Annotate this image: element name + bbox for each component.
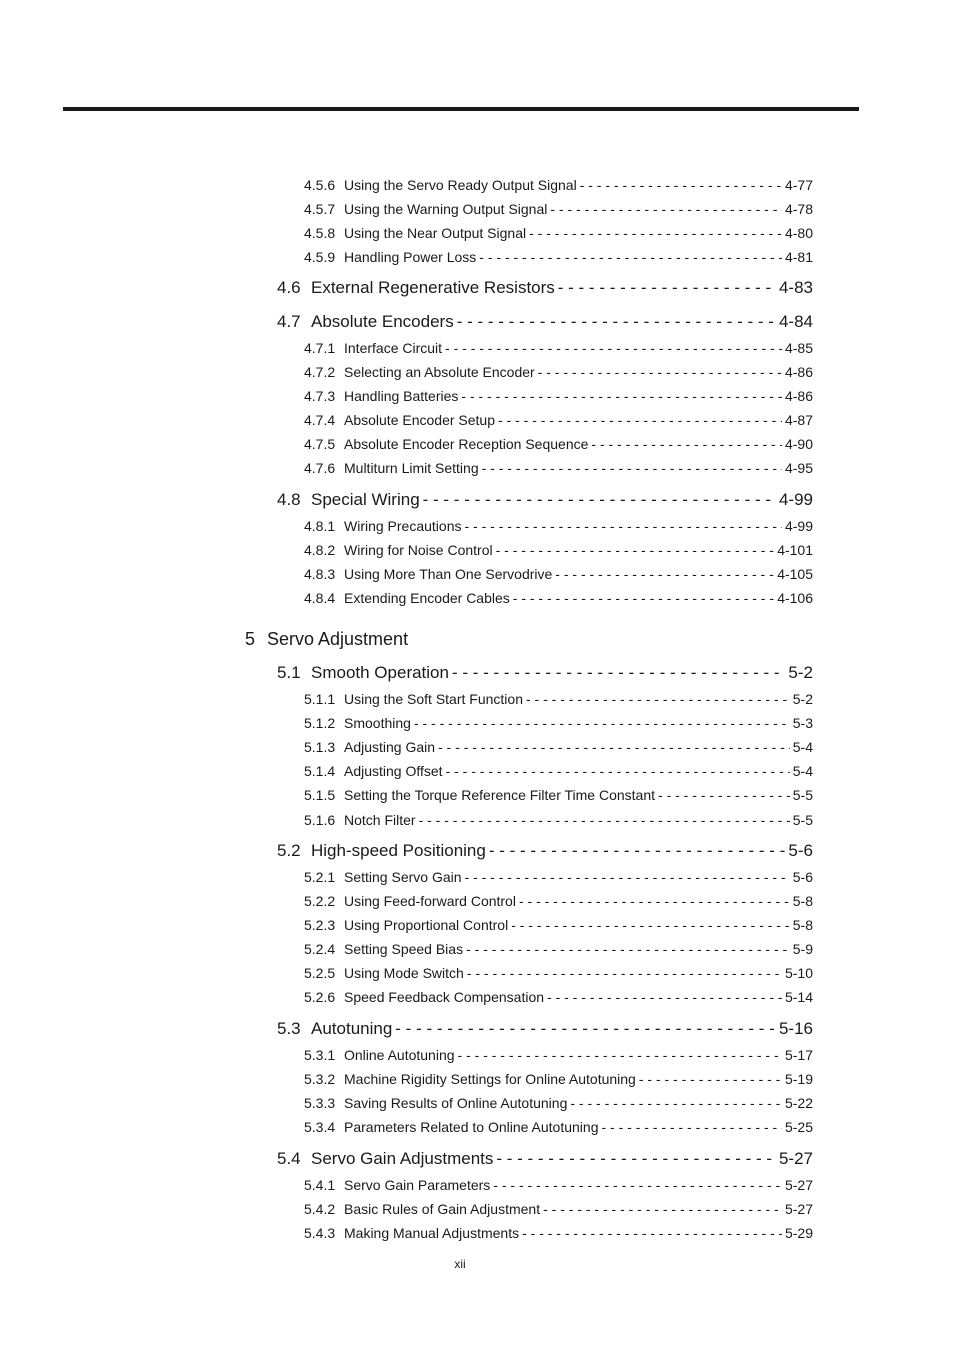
toc-leader-dots — [493, 1177, 782, 1193]
toc-subsection[interactable] — [304, 340, 813, 356]
toc-title: Absolute Encoder Setup — [344, 412, 495, 428]
toc-number: 4.8.4 — [304, 590, 336, 606]
toc-leader-dots — [550, 201, 782, 217]
toc-leader-dots — [419, 812, 790, 828]
toc-number: 5.3.3 — [304, 1095, 336, 1111]
toc-number: 5.2.1 — [304, 869, 336, 885]
toc-leader-dots — [529, 225, 782, 241]
toc-title: Setting Servo Gain — [344, 869, 462, 885]
toc-page: 5-6 — [792, 869, 813, 885]
toc-page: 5-19 — [784, 1071, 813, 1087]
toc-subsection[interactable] — [304, 518, 813, 534]
toc-page: 5-5 — [792, 812, 813, 828]
toc-page: 4-101 — [777, 542, 813, 558]
toc-section[interactable] — [277, 1149, 813, 1169]
toc-page: 5-16 — [778, 1019, 813, 1038]
toc-subsection[interactable] — [304, 965, 813, 981]
toc-leader-dots — [511, 917, 790, 933]
toc-leader-dots — [458, 1047, 782, 1063]
toc-title: Smoothing — [344, 715, 411, 731]
toc-number: 5.4.2 — [304, 1201, 336, 1217]
toc-leader-dots — [526, 691, 790, 707]
toc-number: 4.6 — [277, 278, 301, 297]
toc-subsection[interactable] — [304, 1201, 813, 1217]
toc-title: Selecting an Absolute Encoder — [344, 364, 535, 380]
toc-subsection[interactable] — [304, 715, 813, 731]
toc-title: Servo Gain Parameters — [344, 1177, 491, 1193]
toc-page: 4-95 — [784, 460, 813, 476]
toc-number: 5.3.1 — [304, 1047, 336, 1063]
toc-number: 4.7.5 — [304, 436, 336, 452]
toc-leader-dots — [482, 460, 782, 476]
toc-title: Wiring Precautions — [344, 518, 462, 534]
toc-page: 5-8 — [792, 917, 813, 933]
toc-leader-dots — [602, 1119, 782, 1135]
toc-number: 4.7.1 — [304, 340, 336, 356]
toc-leader-dots — [658, 787, 790, 803]
toc-page: 5-8 — [792, 893, 813, 909]
toc-number: 5.3.2 — [304, 1071, 336, 1087]
toc-leader-dots — [423, 490, 776, 510]
toc-subsection[interactable] — [304, 941, 813, 957]
toc-leader-dots — [438, 739, 790, 755]
toc-page: 4-77 — [784, 177, 813, 193]
toc-leader-dots — [466, 941, 790, 957]
toc-leader-dots — [489, 841, 786, 861]
toc-subsection[interactable] — [304, 691, 813, 707]
toc-leader-dots — [467, 965, 782, 981]
toc-leader-dots — [457, 312, 776, 332]
toc-chapter[interactable] — [245, 629, 645, 650]
toc-page: 5-27 — [784, 1177, 813, 1193]
toc-section[interactable] — [277, 278, 813, 298]
toc-number: 5.2.2 — [304, 893, 336, 909]
toc-number: 5.2.6 — [304, 989, 336, 1005]
toc-leader-dots — [591, 436, 782, 452]
toc-subsection[interactable] — [304, 566, 813, 582]
toc-page: 4-105 — [777, 566, 813, 582]
toc-title: Using Proportional Control — [344, 917, 509, 933]
toc-subsection[interactable] — [304, 1225, 813, 1241]
toc-title: Autotuning — [311, 1019, 393, 1038]
toc-title: Saving Results of Online Autotuning — [344, 1095, 568, 1111]
toc-page: 5-17 — [784, 1047, 813, 1063]
toc-subsection[interactable] — [304, 1177, 813, 1193]
toc-page: 5-4 — [792, 739, 813, 755]
toc-title: Absolute Encoders — [311, 312, 454, 331]
toc-title: Speed Feedback Compensation — [344, 989, 545, 1005]
toc-page: 4-99 — [778, 490, 813, 509]
toc-title: Handling Batteries — [344, 388, 459, 404]
toc-number: 4.8.3 — [304, 566, 336, 582]
toc-subsection[interactable] — [304, 812, 813, 828]
toc-subsection[interactable] — [304, 763, 813, 779]
toc-subsection[interactable] — [304, 201, 813, 217]
toc-leader-dots — [547, 989, 782, 1005]
toc-title: Absolute Encoder Reception Sequence — [344, 436, 589, 452]
toc-leader-dots — [445, 340, 782, 356]
toc-leader-dots — [522, 1225, 782, 1241]
toc-leader-dots — [498, 412, 782, 428]
toc-leader-dots — [555, 566, 774, 582]
toc-title: Using the Near Output Signal — [344, 225, 527, 241]
toc-title: Notch Filter — [344, 812, 416, 828]
toc-title: Adjusting Offset — [344, 763, 443, 779]
toc-page: 5-6 — [788, 841, 813, 860]
toc-subsection[interactable] — [304, 460, 813, 476]
toc-number: 4.7.4 — [304, 412, 336, 428]
toc-number: 5.4 — [277, 1149, 301, 1168]
toc-section[interactable] — [277, 663, 813, 683]
toc-number: 5.1.6 — [304, 812, 336, 828]
toc-subsection[interactable] — [304, 893, 813, 909]
toc-title: Using the Servo Ready Output Signal — [344, 177, 577, 193]
toc-number: 5.1.4 — [304, 763, 336, 779]
toc-title: Servo Adjustment — [267, 629, 409, 649]
toc-title: Using Mode Switch — [344, 965, 464, 981]
toc-title: Parameters Related to Online Autotuning — [344, 1119, 599, 1135]
toc-number: 5.4.1 — [304, 1177, 336, 1193]
toc-leader-dots — [465, 518, 782, 534]
toc-leader-dots — [446, 763, 790, 779]
toc-title: Servo Gain Adjustments — [311, 1149, 494, 1168]
toc-subsection[interactable] — [304, 917, 813, 933]
toc-page: 4-87 — [784, 412, 813, 428]
toc-page: 5-9 — [792, 941, 813, 957]
toc-title: Using the Warning Output Signal — [344, 201, 548, 217]
toc-title: Special Wiring — [311, 490, 420, 509]
toc-number: 5.1.5 — [304, 787, 336, 803]
toc-subsection[interactable] — [304, 590, 813, 606]
toc-number: 5.2.5 — [304, 965, 336, 981]
toc-subsection[interactable] — [304, 1047, 813, 1063]
toc-leader-dots — [479, 249, 782, 265]
toc-number: 5.4.3 — [304, 1225, 336, 1241]
toc-subsection[interactable] — [304, 364, 813, 380]
toc-number: 4.5.6 — [304, 177, 336, 193]
toc-leader-dots — [513, 590, 774, 606]
toc-title: Extending Encoder Cables — [344, 590, 510, 606]
toc-page: 4-106 — [777, 590, 813, 606]
toc-number: 5.2.3 — [304, 917, 336, 933]
toc-leader-dots — [519, 893, 790, 909]
toc-title: Making Manual Adjustments — [344, 1225, 520, 1241]
toc-title: Machine Rigidity Settings for Online Autotuning — [344, 1071, 636, 1087]
toc-subsection[interactable] — [304, 249, 813, 265]
toc-subsection[interactable] — [304, 1119, 813, 1135]
toc-subsection[interactable] — [304, 1071, 813, 1087]
toc-page: 4-90 — [784, 436, 813, 452]
toc-page: 5-4 — [792, 763, 813, 779]
toc-title: Multiturn Limit Setting — [344, 460, 479, 476]
toc-page: 5-10 — [784, 965, 813, 981]
toc-title: Online Autotuning — [344, 1047, 455, 1063]
toc-page: 5-2 — [792, 691, 813, 707]
toc-number: 5.1.3 — [304, 739, 336, 755]
page-number: xii — [454, 1257, 466, 1271]
toc-page: 5-14 — [784, 989, 813, 1005]
toc-leader-dots — [570, 1095, 782, 1111]
toc-leader-dots — [538, 364, 782, 380]
toc-section[interactable] — [277, 490, 813, 510]
toc-title: Interface Circuit — [344, 340, 443, 356]
toc-number: 4.7 — [277, 312, 301, 331]
toc-title: High-speed Positioning — [311, 841, 486, 860]
toc-subsection[interactable] — [304, 739, 813, 755]
toc-number: 5.3.4 — [304, 1119, 336, 1135]
toc-page: 4-81 — [784, 249, 813, 265]
toc-leader-dots — [580, 177, 782, 193]
toc-title: External Regenerative Resistors — [311, 278, 555, 297]
toc-title: Handling Power Loss — [344, 249, 477, 265]
toc-page: 5-27 — [784, 1201, 813, 1217]
toc-leader-dots — [414, 715, 790, 731]
toc-number: 5.1.1 — [304, 691, 336, 707]
toc-page: 4-99 — [784, 518, 813, 534]
toc-number: 5.1 — [277, 663, 301, 682]
toc-number: 4.8 — [277, 490, 301, 509]
toc-subsection[interactable] — [304, 542, 813, 558]
toc-subsection[interactable] — [304, 989, 813, 1005]
toc-number: 5.3 — [277, 1019, 301, 1038]
toc-subsection[interactable] — [304, 787, 813, 803]
toc-title: Adjusting Gain — [344, 739, 436, 755]
toc-subsection[interactable] — [304, 225, 813, 241]
toc-title: Basic Rules of Gain Adjustment — [344, 1201, 541, 1217]
toc-number: 4.5.8 — [304, 225, 336, 241]
toc-title: Using Feed-forward Control — [344, 893, 516, 909]
toc-section[interactable] — [277, 1019, 813, 1039]
toc-page: 4-85 — [784, 340, 813, 356]
toc-number: 5 — [245, 629, 256, 649]
toc-leader-dots — [461, 388, 782, 404]
toc-number: 4.5.9 — [304, 249, 336, 265]
toc-number: 5.1.2 — [304, 715, 336, 731]
toc-page: 5-5 — [792, 787, 813, 803]
toc-subsection[interactable] — [304, 1095, 813, 1111]
toc-subsection[interactable] — [304, 869, 813, 885]
toc-number: 5.2 — [277, 841, 301, 860]
toc-title: Setting Speed Bias — [344, 941, 464, 957]
toc-section[interactable] — [277, 312, 813, 332]
toc-title: Smooth Operation — [311, 663, 449, 682]
toc-number: 4.7.2 — [304, 364, 336, 380]
toc-page: 4-80 — [784, 225, 813, 241]
toc-title: Using the Soft Start Function — [344, 691, 523, 707]
toc-number: 4.5.7 — [304, 201, 336, 217]
toc-leader-dots — [639, 1071, 782, 1087]
toc-page: 5-3 — [792, 715, 813, 731]
toc-page: 4-86 — [784, 364, 813, 380]
toc-page: 4-78 — [784, 201, 813, 217]
toc-number: 5.2.4 — [304, 941, 336, 957]
toc-page: 4-83 — [778, 278, 813, 297]
toc-number: 4.7.6 — [304, 460, 336, 476]
toc-title: Setting the Torque Reference Filter Time Constant — [344, 787, 656, 803]
toc-page: 5-27 — [778, 1149, 813, 1168]
toc-subsection[interactable] — [304, 177, 813, 193]
toc-page: 5-22 — [784, 1095, 813, 1111]
toc-section[interactable] — [277, 841, 813, 861]
toc-leader-dots — [395, 1019, 776, 1039]
toc-leader-dots — [496, 542, 775, 558]
toc-subsection[interactable] — [304, 412, 813, 428]
toc-page: 5-29 — [784, 1225, 813, 1241]
toc-title: Wiring for Noise Control — [344, 542, 493, 558]
toc-page: 5-2 — [788, 663, 813, 682]
toc-leader-dots — [496, 1149, 776, 1169]
toc-page: 4-84 — [778, 312, 813, 331]
toc-number: 4.7.3 — [304, 388, 336, 404]
toc-leader-dots — [465, 869, 790, 885]
toc-subsection[interactable] — [304, 388, 813, 404]
toc-title: Using More Than One Servodrive — [344, 566, 553, 582]
toc-leader-dots — [558, 278, 776, 298]
toc-page: 4-86 — [784, 388, 813, 404]
toc-number: 4.8.2 — [304, 542, 336, 558]
toc-number: 4.8.1 — [304, 518, 336, 534]
toc-leader-dots — [452, 663, 785, 683]
toc-subsection[interactable] — [304, 436, 813, 452]
toc-leader-dots — [543, 1201, 782, 1217]
toc-page: 5-25 — [784, 1119, 813, 1135]
